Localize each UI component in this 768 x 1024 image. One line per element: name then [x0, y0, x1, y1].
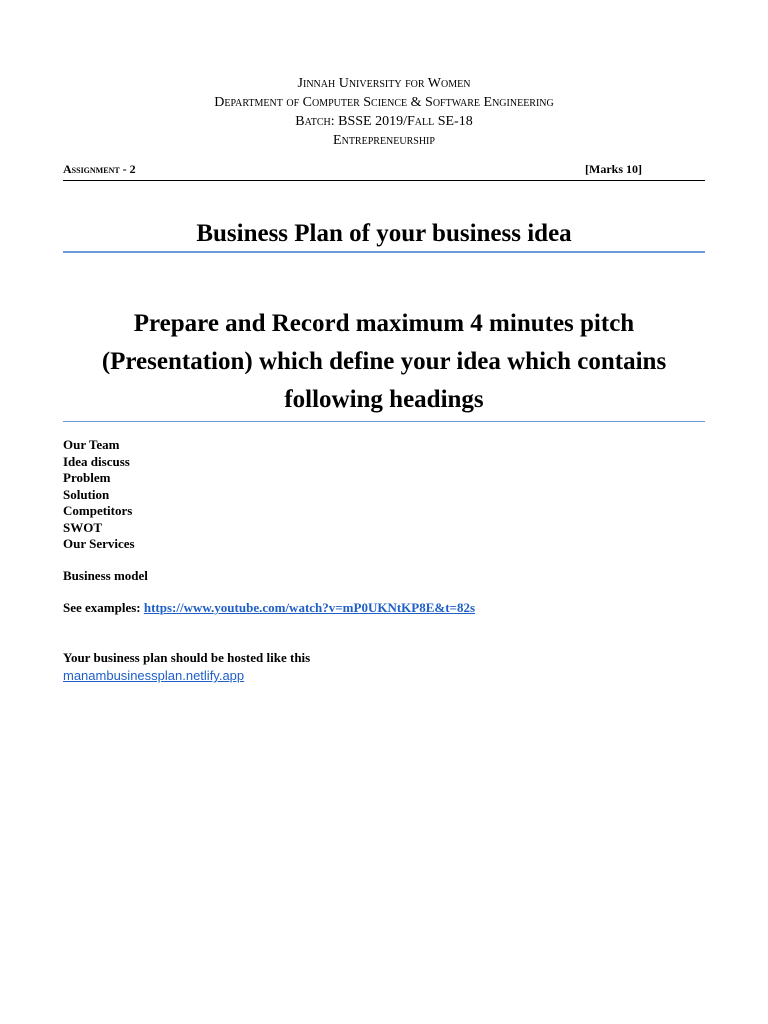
list-item: Competitors [63, 503, 133, 518]
examples-line [63, 600, 475, 616]
hosting-text: Your business plan should be hosted like this [63, 650, 311, 665]
course-name: Entrepreneurship [333, 133, 435, 148]
instruction-heading: Prepare and Record maximum 4 minutes pitch (Presentation) which define your idea which contains following headings [63, 305, 705, 422]
list-item: SWOT [63, 519, 103, 535]
list-item: Solution [63, 486, 110, 502]
assignment-label: Assignment - 2 [63, 162, 136, 176]
batch-info: Batch: BSSE 2019/Fall SE-18 [295, 114, 473, 129]
list-item: Problem [63, 470, 111, 485]
assignment-row [63, 162, 705, 181]
page-title: Business Plan of your business idea [63, 220, 705, 253]
business-model-label: Business model [63, 568, 148, 583]
marks-label: [Marks 10] [585, 162, 642, 176]
list-item: Our Services [63, 536, 135, 551]
list-item: Our Team [63, 437, 120, 452]
list-item: Idea discuss [63, 453, 130, 469]
department-name: Department of Computer Science & Software Engineering [214, 95, 554, 110]
youtube-link[interactable]: https://www.youtube.com/watch?v=mP0UKNtKP8E&t=82s [143, 600, 476, 615]
university-name: Jinnah University for Women [297, 76, 471, 91]
hosting-link[interactable]: manambusinessplan.netlify.app [63, 668, 245, 683]
examples-label: See examples: [63, 600, 141, 615]
headings-list [63, 437, 135, 553]
document-header [0, 74, 768, 150]
